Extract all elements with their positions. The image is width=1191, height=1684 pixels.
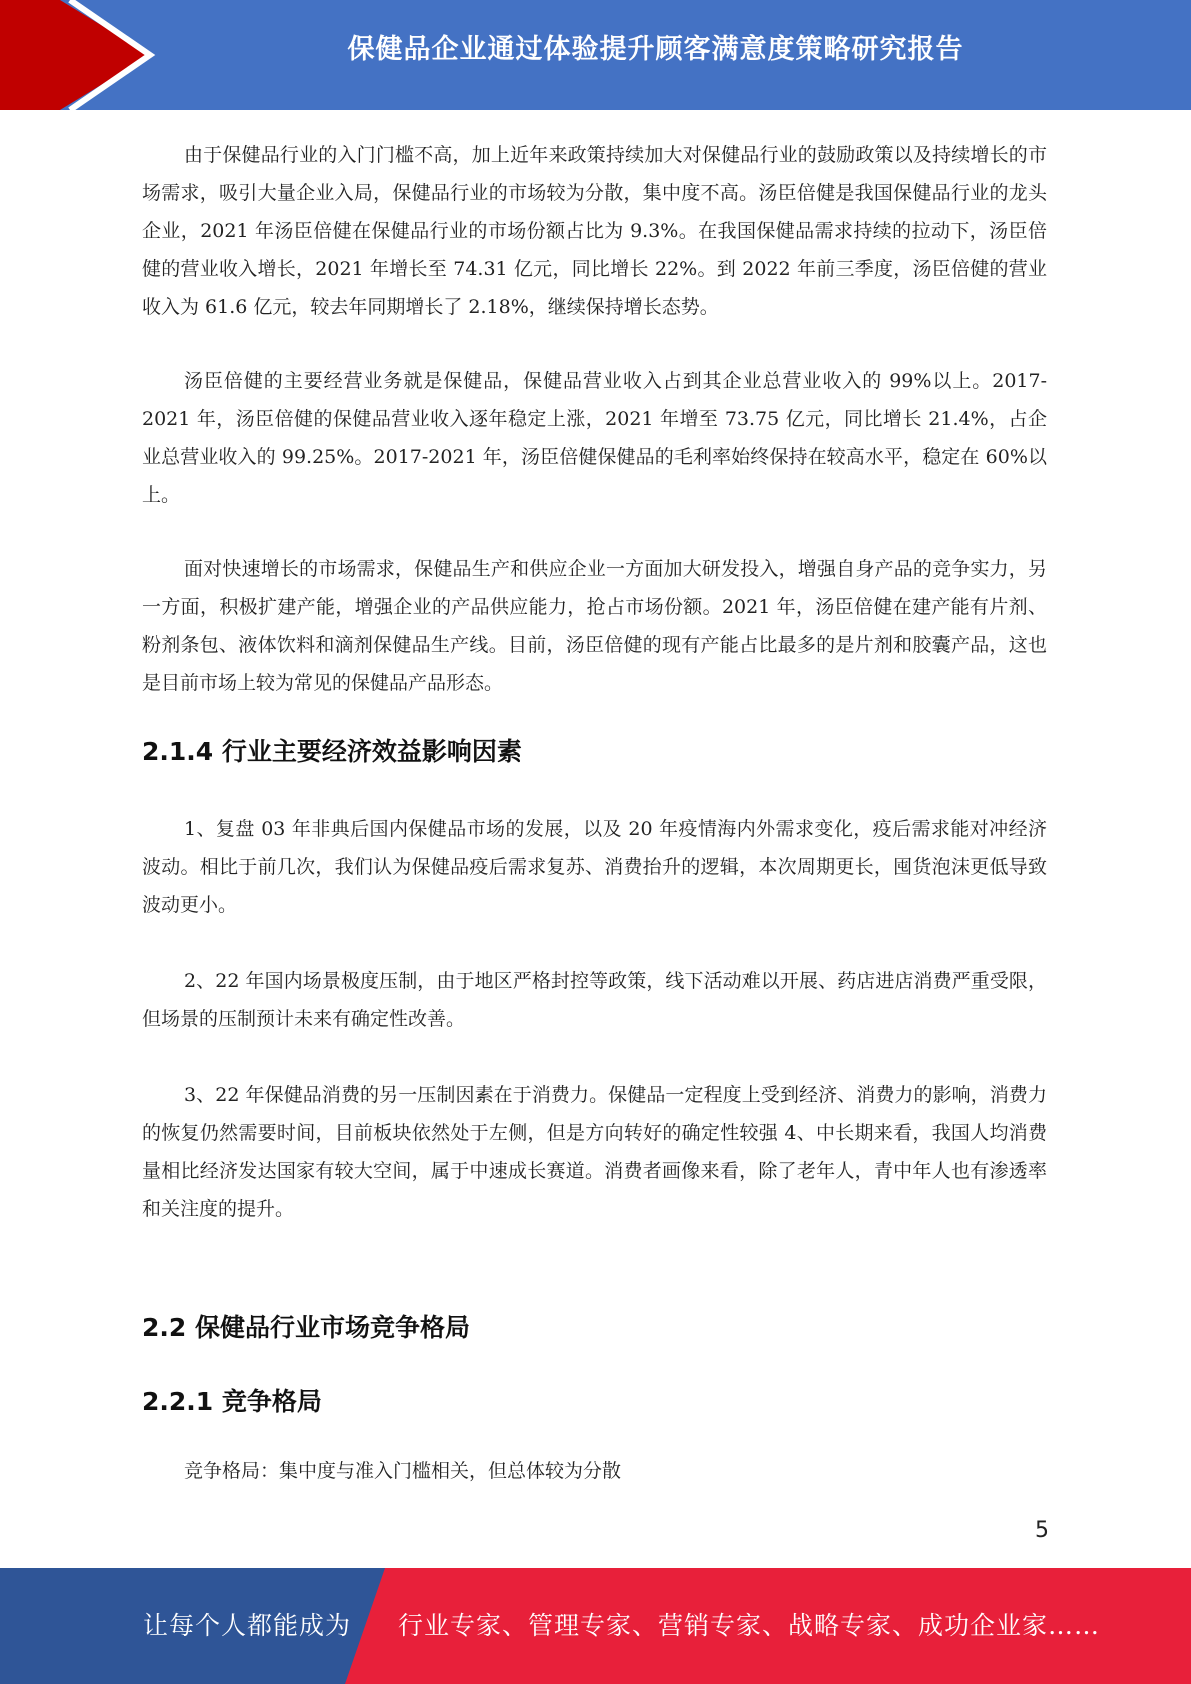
footer-slogan-right: 行业专家、管理专家、营销专家、战略专家、成功企业家…… <box>398 1611 1101 1640</box>
section-heading-2-2: 2.2 保健品行业市场竞争格局 <box>142 1313 470 1342</box>
footer-slogan-left: 让每个人都能成为 <box>143 1611 352 1640</box>
section-heading-2-2-1: 2.2.1 竞争格局 <box>142 1387 322 1416</box>
paragraph-7: 竞争格局：集中度与准入门槛相关，但总体较为分散 <box>184 1460 622 1482</box>
paragraph-6: 3、22 年保健品消费的另一压制因素在于消费力。保健品一定程度上受到经济、消费力的影响，消费力的恢复仍然需要时间，目前板块依然处于左侧，但是方向转好的确定性较强 4、中长期来看，我国人均消费量相比经济发达国家有较大空间，属于中速成长赛道。消费者画像来看，除了老年人，青中年人也有渗透率和关注度的提升。 <box>142 1084 1047 1220</box>
paragraph-5: 2、22 年国内场景极度压制，由于地区严格封控等政策，线下活动难以开展、药店进店消费严重受限，但场景的压制预计未来有确定性改善。 <box>142 970 1047 1030</box>
document-title: 保健品企业通过体验提升顾客满意度策略研究报告 <box>347 34 964 65</box>
header-chevron-decoration <box>0 0 160 110</box>
paragraph-3: 面对快速增长的市场需求，保健品生产和供应企业一方面加大研发投入，增强自身产品的竞争实力，另一方面，积极扩建产能，增强企业的产品供应能力，抢占市场份额。2021 年，汤臣倍健在建产能有片剂、粉剂条包、液体饮料和滴剂保健品生产线。目前，汤臣倍健的现有产能占比最多的是片剂和胶囊产品，这也是目前市场上较为常见的保健品产品形态。 <box>142 558 1047 694</box>
document-body <box>142 136 1047 1490</box>
paragraph-1: 由于保健品行业的入门门槛不高，加上近年来政策持续加大对保健品行业的鼓励政策以及持续增长的市场需求，吸引大量企业入局，保健品行业的市场较为分散，集中度不高。汤臣倍健是我国保健品行业的龙头企业，2021 年汤臣倍健在保健品行业的市场份额占比为 9.3%。在我国保健品需求持续的拉动下，汤臣倍健的营业收入增长，2021 年增长至 74.31 亿元，同比增长 22%。到 2022 年前三季度，汤臣倍健的营业收入为 61.6 亿元，较去年同期增长了 2.18%，继续保持增长态势。 <box>142 144 1047 318</box>
paragraph-4: 1、复盘 03 年非典后国内保健品市场的发展，以及 20 年疫情海内外需求变化，疫后需求能对冲经济波动。相比于前几次，我们认为保健品疫后需求复苏、消费抬升的逻辑，本次周期更长，囤货泡沫更低导致波动更小。 <box>142 818 1047 916</box>
section-heading-2-1-4: 2.1.4 行业主要经济效益影响因素 <box>142 737 522 766</box>
page-number: 5 <box>1035 1518 1049 1543</box>
page-header <box>0 0 1191 110</box>
page-footer <box>0 1568 1191 1684</box>
paragraph-2: 汤臣倍健的主要经营业务就是保健品，保健品营业收入占到其企业总营业收入的 99%以上。2017-2021 年，汤臣倍健的保健品营业收入逐年稳定上涨，2021 年增至 73.75 亿元，同比增长 21.4%，占企业总营业收入的 99.25%。2017-2021 年，汤臣倍健保健品的毛利率始终保持在较高水平，稳定在 60%以上。 <box>142 370 1047 506</box>
